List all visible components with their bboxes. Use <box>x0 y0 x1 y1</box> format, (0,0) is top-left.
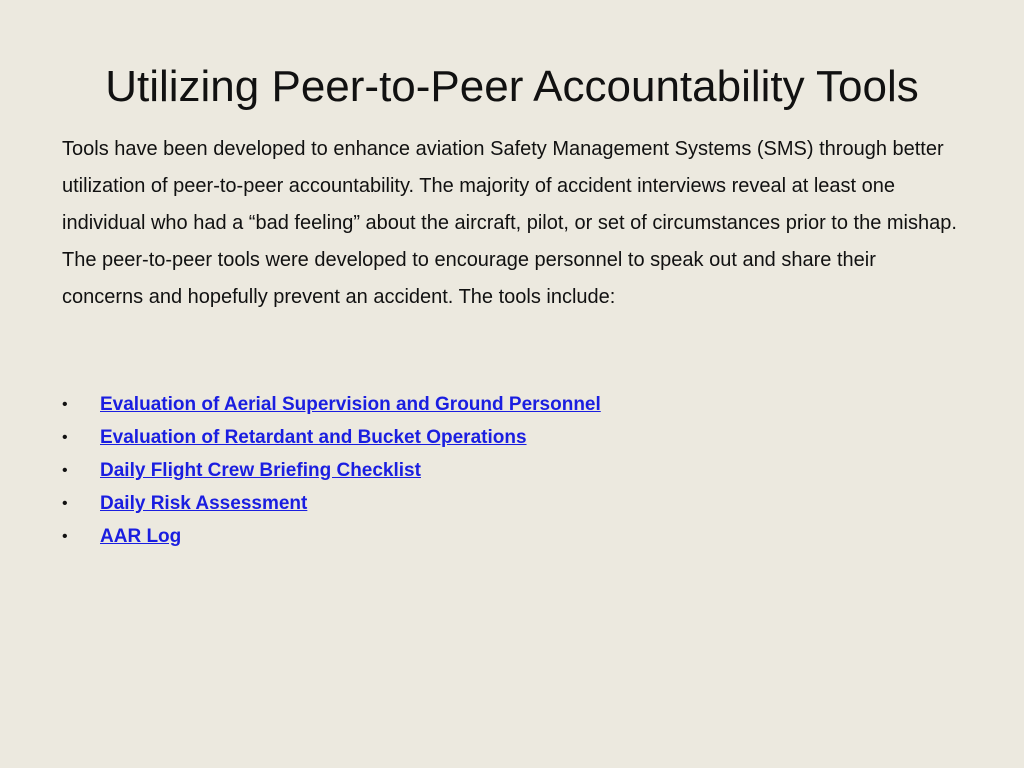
list-item <box>62 421 962 454</box>
link-daily-risk-assessment[interactable]: Daily Risk Assessment <box>100 493 308 514</box>
list-item <box>62 388 962 421</box>
link-daily-flight-crew-briefing[interactable]: Daily Flight Crew Briefing Checklist <box>100 460 421 481</box>
bullet-icon: • <box>62 429 68 446</box>
tools-list <box>62 388 962 553</box>
bullet-icon: • <box>62 462 68 479</box>
list-item <box>62 487 962 520</box>
list-item <box>62 454 962 487</box>
link-evaluation-aerial-supervision[interactable]: Evaluation of Aerial Supervision and Ground Personnel <box>100 394 601 415</box>
link-evaluation-retardant-bucket[interactable]: Evaluation of Retardant and Bucket Operations <box>100 427 527 448</box>
slide-title: Utilizing Peer-to-Peer Accountability Tools <box>105 62 919 111</box>
link-aar-log[interactable]: AAR Log <box>100 526 182 547</box>
bullet-icon: • <box>62 396 68 413</box>
bullet-icon: • <box>62 528 68 545</box>
bullet-icon: • <box>62 495 68 512</box>
intro-paragraph: Tools have been developed to enhance aviation Safety Management Systems (SMS) through better utilization of peer-to-peer accountability. The majority of accident interviews reveal at least one individual who had a “bad feeling” about the aircraft, pilot, or set of circumstances prior to the mishap. The peer-to-peer tools were developed to encourage personnel to speak out and share their concerns and hopefully prevent an accident. The tools include: <box>62 138 957 308</box>
list-item <box>62 520 962 553</box>
